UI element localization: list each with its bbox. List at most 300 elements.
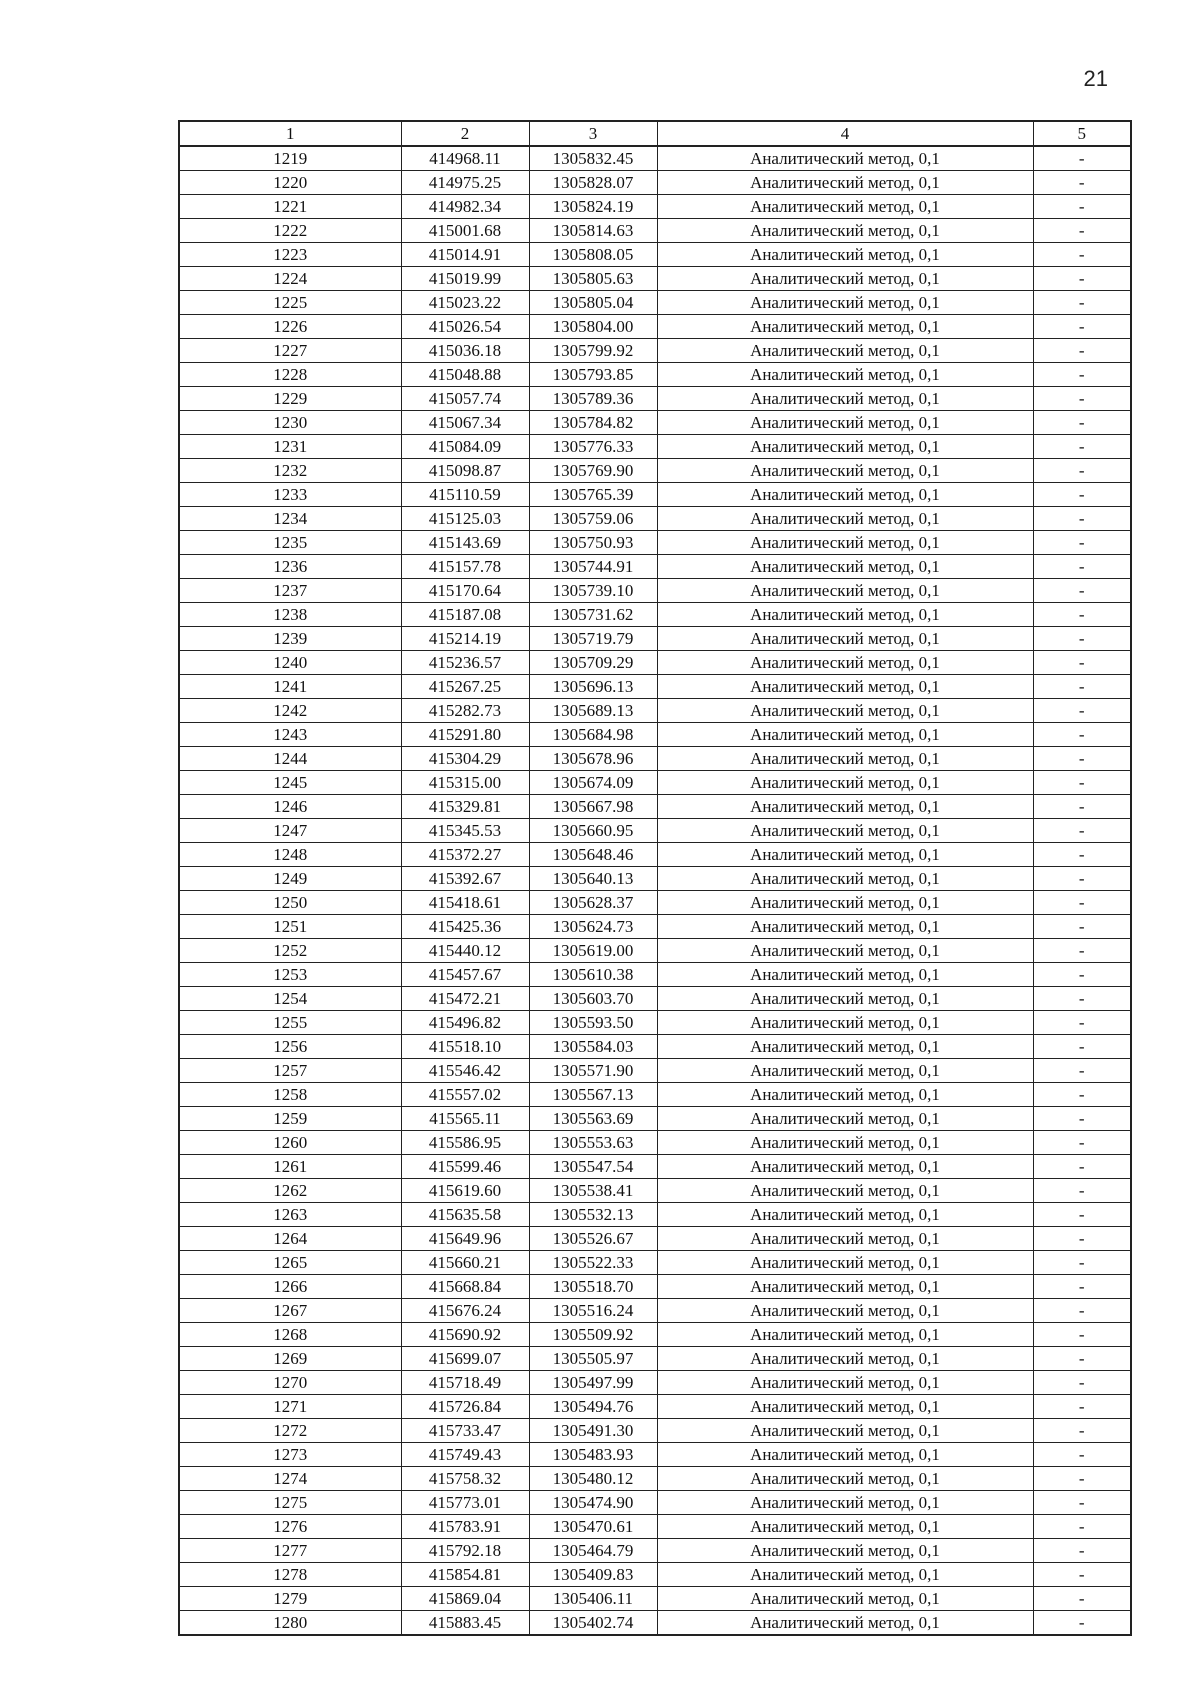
x-coordinate-cell: 414982.34 bbox=[401, 195, 529, 219]
point-number-cell: 1238 bbox=[179, 603, 401, 627]
point-number-cell: 1228 bbox=[179, 363, 401, 387]
point-number-cell: 1229 bbox=[179, 387, 401, 411]
note-cell: - bbox=[1033, 459, 1131, 483]
x-coordinate-cell: 415157.78 bbox=[401, 555, 529, 579]
table-row bbox=[179, 939, 1131, 963]
table-row bbox=[179, 1179, 1131, 1203]
table-row bbox=[179, 291, 1131, 315]
table-row bbox=[179, 1083, 1131, 1107]
method-cell: Аналитический метод, 0,1 bbox=[657, 699, 1033, 723]
point-number-cell: 1223 bbox=[179, 243, 401, 267]
column-header: 4 bbox=[657, 121, 1033, 146]
x-coordinate-cell: 415023.22 bbox=[401, 291, 529, 315]
method-cell: Аналитический метод, 0,1 bbox=[657, 939, 1033, 963]
point-number-cell: 1267 bbox=[179, 1299, 401, 1323]
y-coordinate-cell: 1305628.37 bbox=[529, 891, 657, 915]
note-cell: - bbox=[1033, 146, 1131, 171]
point-number-cell: 1249 bbox=[179, 867, 401, 891]
table-row bbox=[179, 531, 1131, 555]
y-coordinate-cell: 1305538.41 bbox=[529, 1179, 657, 1203]
x-coordinate-cell: 415098.87 bbox=[401, 459, 529, 483]
method-cell: Аналитический метод, 0,1 bbox=[657, 963, 1033, 987]
y-coordinate-cell: 1305505.97 bbox=[529, 1347, 657, 1371]
table-row bbox=[179, 1275, 1131, 1299]
point-number-cell: 1270 bbox=[179, 1371, 401, 1395]
note-cell: - bbox=[1033, 1491, 1131, 1515]
x-coordinate-cell: 415125.03 bbox=[401, 507, 529, 531]
point-number-cell: 1251 bbox=[179, 915, 401, 939]
y-coordinate-cell: 1305619.00 bbox=[529, 939, 657, 963]
y-coordinate-cell: 1305814.63 bbox=[529, 219, 657, 243]
x-coordinate-cell: 415557.02 bbox=[401, 1083, 529, 1107]
table-row bbox=[179, 267, 1131, 291]
note-cell: - bbox=[1033, 771, 1131, 795]
point-number-cell: 1262 bbox=[179, 1179, 401, 1203]
table-row bbox=[179, 1323, 1131, 1347]
x-coordinate-cell: 415440.12 bbox=[401, 939, 529, 963]
method-cell: Аналитический метод, 0,1 bbox=[657, 531, 1033, 555]
table-row bbox=[179, 867, 1131, 891]
note-cell: - bbox=[1033, 1419, 1131, 1443]
method-cell: Аналитический метод, 0,1 bbox=[657, 315, 1033, 339]
point-number-cell: 1237 bbox=[179, 579, 401, 603]
point-number-cell: 1244 bbox=[179, 747, 401, 771]
x-coordinate-cell: 415143.69 bbox=[401, 531, 529, 555]
y-coordinate-cell: 1305684.98 bbox=[529, 723, 657, 747]
table-row bbox=[179, 507, 1131, 531]
y-coordinate-cell: 1305470.61 bbox=[529, 1515, 657, 1539]
column-header: 2 bbox=[401, 121, 529, 146]
column-header: 5 bbox=[1033, 121, 1131, 146]
method-cell: Аналитический метод, 0,1 bbox=[657, 1299, 1033, 1323]
x-coordinate-cell: 415565.11 bbox=[401, 1107, 529, 1131]
y-coordinate-cell: 1305553.63 bbox=[529, 1131, 657, 1155]
point-number-cell: 1248 bbox=[179, 843, 401, 867]
method-cell: Аналитический метод, 0,1 bbox=[657, 1179, 1033, 1203]
y-coordinate-cell: 1305483.93 bbox=[529, 1443, 657, 1467]
x-coordinate-cell: 415599.46 bbox=[401, 1155, 529, 1179]
table-row bbox=[179, 627, 1131, 651]
table-row bbox=[179, 1419, 1131, 1443]
note-cell: - bbox=[1033, 555, 1131, 579]
method-cell: Аналитический метод, 0,1 bbox=[657, 411, 1033, 435]
table-row bbox=[179, 1203, 1131, 1227]
x-coordinate-cell: 415110.59 bbox=[401, 483, 529, 507]
method-cell: Аналитический метод, 0,1 bbox=[657, 435, 1033, 459]
note-cell: - bbox=[1033, 819, 1131, 843]
table-row bbox=[179, 963, 1131, 987]
x-coordinate-cell: 415392.67 bbox=[401, 867, 529, 891]
y-coordinate-cell: 1305593.50 bbox=[529, 1011, 657, 1035]
table-row bbox=[179, 219, 1131, 243]
point-number-cell: 1239 bbox=[179, 627, 401, 651]
method-cell: Аналитический метод, 0,1 bbox=[657, 219, 1033, 243]
y-coordinate-cell: 1305491.30 bbox=[529, 1419, 657, 1443]
x-coordinate-cell: 414975.25 bbox=[401, 171, 529, 195]
x-coordinate-cell: 415726.84 bbox=[401, 1395, 529, 1419]
table-row bbox=[179, 315, 1131, 339]
y-coordinate-cell: 1305494.76 bbox=[529, 1395, 657, 1419]
point-number-cell: 1246 bbox=[179, 795, 401, 819]
x-coordinate-cell: 415425.36 bbox=[401, 915, 529, 939]
table-row bbox=[179, 1299, 1131, 1323]
method-cell: Аналитический метод, 0,1 bbox=[657, 1227, 1033, 1251]
point-number-cell: 1255 bbox=[179, 1011, 401, 1035]
x-coordinate-cell: 415699.07 bbox=[401, 1347, 529, 1371]
y-coordinate-cell: 1305805.04 bbox=[529, 291, 657, 315]
y-coordinate-cell: 1305731.62 bbox=[529, 603, 657, 627]
table-row bbox=[179, 1371, 1131, 1395]
point-number-cell: 1221 bbox=[179, 195, 401, 219]
point-number-cell: 1278 bbox=[179, 1563, 401, 1587]
x-coordinate-cell: 415758.32 bbox=[401, 1467, 529, 1491]
x-coordinate-cell: 415036.18 bbox=[401, 339, 529, 363]
y-coordinate-cell: 1305603.70 bbox=[529, 987, 657, 1011]
point-number-cell: 1274 bbox=[179, 1467, 401, 1491]
note-cell: - bbox=[1033, 939, 1131, 963]
method-cell: Аналитический метод, 0,1 bbox=[657, 675, 1033, 699]
y-coordinate-cell: 1305689.13 bbox=[529, 699, 657, 723]
x-coordinate-cell: 414968.11 bbox=[401, 146, 529, 171]
table-row bbox=[179, 1251, 1131, 1275]
method-cell: Аналитический метод, 0,1 bbox=[657, 723, 1033, 747]
table-row bbox=[179, 723, 1131, 747]
table-row bbox=[179, 363, 1131, 387]
y-coordinate-cell: 1305474.90 bbox=[529, 1491, 657, 1515]
x-coordinate-cell: 415418.61 bbox=[401, 891, 529, 915]
table-row bbox=[179, 675, 1131, 699]
table-row bbox=[179, 843, 1131, 867]
note-cell: - bbox=[1033, 1035, 1131, 1059]
note-cell: - bbox=[1033, 411, 1131, 435]
note-cell: - bbox=[1033, 1347, 1131, 1371]
note-cell: - bbox=[1033, 531, 1131, 555]
table-row bbox=[179, 483, 1131, 507]
x-coordinate-cell: 415372.27 bbox=[401, 843, 529, 867]
note-cell: - bbox=[1033, 579, 1131, 603]
x-coordinate-cell: 415649.96 bbox=[401, 1227, 529, 1251]
y-coordinate-cell: 1305624.73 bbox=[529, 915, 657, 939]
y-coordinate-cell: 1305584.03 bbox=[529, 1035, 657, 1059]
y-coordinate-cell: 1305567.13 bbox=[529, 1083, 657, 1107]
point-number-cell: 1220 bbox=[179, 171, 401, 195]
note-cell: - bbox=[1033, 1155, 1131, 1179]
note-cell: - bbox=[1033, 171, 1131, 195]
point-number-cell: 1276 bbox=[179, 1515, 401, 1539]
x-coordinate-cell: 415026.54 bbox=[401, 315, 529, 339]
x-coordinate-cell: 415019.99 bbox=[401, 267, 529, 291]
method-cell: Аналитический метод, 0,1 bbox=[657, 459, 1033, 483]
note-cell: - bbox=[1033, 1275, 1131, 1299]
table-row bbox=[179, 651, 1131, 675]
y-coordinate-cell: 1305719.79 bbox=[529, 627, 657, 651]
table-row bbox=[179, 1107, 1131, 1131]
point-number-cell: 1226 bbox=[179, 315, 401, 339]
note-cell: - bbox=[1033, 675, 1131, 699]
note-cell: - bbox=[1033, 1227, 1131, 1251]
y-coordinate-cell: 1305832.45 bbox=[529, 146, 657, 171]
method-cell: Аналитический метод, 0,1 bbox=[657, 146, 1033, 171]
point-number-cell: 1256 bbox=[179, 1035, 401, 1059]
x-coordinate-cell: 415586.95 bbox=[401, 1131, 529, 1155]
x-coordinate-cell: 415783.91 bbox=[401, 1515, 529, 1539]
x-coordinate-cell: 415546.42 bbox=[401, 1059, 529, 1083]
x-coordinate-cell: 415496.82 bbox=[401, 1011, 529, 1035]
method-cell: Аналитический метод, 0,1 bbox=[657, 819, 1033, 843]
method-cell: Аналитический метод, 0,1 bbox=[657, 507, 1033, 531]
point-number-cell: 1252 bbox=[179, 939, 401, 963]
point-number-cell: 1254 bbox=[179, 987, 401, 1011]
note-cell: - bbox=[1033, 795, 1131, 819]
x-coordinate-cell: 415345.53 bbox=[401, 819, 529, 843]
note-cell: - bbox=[1033, 723, 1131, 747]
note-cell: - bbox=[1033, 219, 1131, 243]
x-coordinate-cell: 415267.25 bbox=[401, 675, 529, 699]
x-coordinate-cell: 415048.88 bbox=[401, 363, 529, 387]
method-cell: Аналитический метод, 0,1 bbox=[657, 915, 1033, 939]
method-cell: Аналитический метод, 0,1 bbox=[657, 1083, 1033, 1107]
method-cell: Аналитический метод, 0,1 bbox=[657, 747, 1033, 771]
table-header-row bbox=[179, 121, 1131, 146]
point-number-cell: 1242 bbox=[179, 699, 401, 723]
x-coordinate-cell: 415472.21 bbox=[401, 987, 529, 1011]
note-cell: - bbox=[1033, 195, 1131, 219]
table-row bbox=[179, 243, 1131, 267]
point-number-cell: 1225 bbox=[179, 291, 401, 315]
y-coordinate-cell: 1305784.82 bbox=[529, 411, 657, 435]
x-coordinate-cell: 415457.67 bbox=[401, 963, 529, 987]
note-cell: - bbox=[1033, 1563, 1131, 1587]
table-row bbox=[179, 1515, 1131, 1539]
method-cell: Аналитический метод, 0,1 bbox=[657, 1371, 1033, 1395]
method-cell: Аналитический метод, 0,1 bbox=[657, 363, 1033, 387]
method-cell: Аналитический метод, 0,1 bbox=[657, 171, 1033, 195]
note-cell: - bbox=[1033, 363, 1131, 387]
x-coordinate-cell: 415067.34 bbox=[401, 411, 529, 435]
y-coordinate-cell: 1305667.98 bbox=[529, 795, 657, 819]
point-number-cell: 1266 bbox=[179, 1275, 401, 1299]
y-coordinate-cell: 1305563.69 bbox=[529, 1107, 657, 1131]
table-row bbox=[179, 1347, 1131, 1371]
x-coordinate-cell: 415869.04 bbox=[401, 1587, 529, 1611]
method-cell: Аналитический метод, 0,1 bbox=[657, 891, 1033, 915]
y-coordinate-cell: 1305660.95 bbox=[529, 819, 657, 843]
page-number: 21 bbox=[1083, 66, 1108, 91]
table-row bbox=[179, 699, 1131, 723]
method-cell: Аналитический метод, 0,1 bbox=[657, 1587, 1033, 1611]
table-row bbox=[179, 1131, 1131, 1155]
x-coordinate-cell: 415660.21 bbox=[401, 1251, 529, 1275]
x-coordinate-cell: 415236.57 bbox=[401, 651, 529, 675]
note-cell: - bbox=[1033, 1467, 1131, 1491]
note-cell: - bbox=[1033, 1299, 1131, 1323]
table-row bbox=[179, 579, 1131, 603]
y-coordinate-cell: 1305409.83 bbox=[529, 1563, 657, 1587]
note-cell: - bbox=[1033, 747, 1131, 771]
y-coordinate-cell: 1305406.11 bbox=[529, 1587, 657, 1611]
y-coordinate-cell: 1305744.91 bbox=[529, 555, 657, 579]
x-coordinate-cell: 415518.10 bbox=[401, 1035, 529, 1059]
x-coordinate-cell: 415619.60 bbox=[401, 1179, 529, 1203]
table-row bbox=[179, 459, 1131, 483]
y-coordinate-cell: 1305480.12 bbox=[529, 1467, 657, 1491]
x-coordinate-cell: 415014.91 bbox=[401, 243, 529, 267]
method-cell: Аналитический метод, 0,1 bbox=[657, 267, 1033, 291]
note-cell: - bbox=[1033, 1059, 1131, 1083]
y-coordinate-cell: 1305640.13 bbox=[529, 867, 657, 891]
method-cell: Аналитический метод, 0,1 bbox=[657, 603, 1033, 627]
table-row bbox=[179, 891, 1131, 915]
x-coordinate-cell: 415214.19 bbox=[401, 627, 529, 651]
table-row bbox=[179, 603, 1131, 627]
method-cell: Аналитический метод, 0,1 bbox=[657, 1395, 1033, 1419]
note-cell: - bbox=[1033, 1395, 1131, 1419]
method-cell: Аналитический метод, 0,1 bbox=[657, 1035, 1033, 1059]
method-cell: Аналитический метод, 0,1 bbox=[657, 1467, 1033, 1491]
x-coordinate-cell: 415690.92 bbox=[401, 1323, 529, 1347]
point-number-cell: 1260 bbox=[179, 1131, 401, 1155]
point-number-cell: 1233 bbox=[179, 483, 401, 507]
point-number-cell: 1259 bbox=[179, 1107, 401, 1131]
note-cell: - bbox=[1033, 843, 1131, 867]
table-row bbox=[179, 747, 1131, 771]
method-cell: Аналитический метод, 0,1 bbox=[657, 1323, 1033, 1347]
table-row bbox=[179, 555, 1131, 579]
point-number-cell: 1253 bbox=[179, 963, 401, 987]
method-cell: Аналитический метод, 0,1 bbox=[657, 1107, 1033, 1131]
table-row bbox=[179, 1395, 1131, 1419]
method-cell: Аналитический метод, 0,1 bbox=[657, 1515, 1033, 1539]
point-number-cell: 1219 bbox=[179, 146, 401, 171]
method-cell: Аналитический метод, 0,1 bbox=[657, 1203, 1033, 1227]
note-cell: - bbox=[1033, 483, 1131, 507]
method-cell: Аналитический метод, 0,1 bbox=[657, 579, 1033, 603]
x-coordinate-cell: 415291.80 bbox=[401, 723, 529, 747]
x-coordinate-cell: 415635.58 bbox=[401, 1203, 529, 1227]
method-cell: Аналитический метод, 0,1 bbox=[657, 339, 1033, 363]
table-row bbox=[179, 1491, 1131, 1515]
table-row bbox=[179, 195, 1131, 219]
method-cell: Аналитический метод, 0,1 bbox=[657, 1611, 1033, 1636]
y-coordinate-cell: 1305696.13 bbox=[529, 675, 657, 699]
note-cell: - bbox=[1033, 291, 1131, 315]
method-cell: Аналитический метод, 0,1 bbox=[657, 1059, 1033, 1083]
x-coordinate-cell: 415883.45 bbox=[401, 1611, 529, 1636]
y-coordinate-cell: 1305750.93 bbox=[529, 531, 657, 555]
point-number-cell: 1257 bbox=[179, 1059, 401, 1083]
note-cell: - bbox=[1033, 1083, 1131, 1107]
note-cell: - bbox=[1033, 435, 1131, 459]
y-coordinate-cell: 1305824.19 bbox=[529, 195, 657, 219]
point-number-cell: 1271 bbox=[179, 1395, 401, 1419]
table-row bbox=[179, 1059, 1131, 1083]
method-cell: Аналитический метод, 0,1 bbox=[657, 987, 1033, 1011]
point-number-cell: 1231 bbox=[179, 435, 401, 459]
coordinates-table bbox=[178, 120, 1132, 1636]
table-row bbox=[179, 1467, 1131, 1491]
method-cell: Аналитический метод, 0,1 bbox=[657, 1419, 1033, 1443]
table-body bbox=[179, 146, 1131, 1635]
y-coordinate-cell: 1305765.39 bbox=[529, 483, 657, 507]
method-cell: Аналитический метод, 0,1 bbox=[657, 291, 1033, 315]
point-number-cell: 1272 bbox=[179, 1419, 401, 1443]
table-row bbox=[179, 915, 1131, 939]
point-number-cell: 1263 bbox=[179, 1203, 401, 1227]
x-coordinate-cell: 415749.43 bbox=[401, 1443, 529, 1467]
note-cell: - bbox=[1033, 507, 1131, 531]
y-coordinate-cell: 1305678.96 bbox=[529, 747, 657, 771]
y-coordinate-cell: 1305808.05 bbox=[529, 243, 657, 267]
x-coordinate-cell: 415773.01 bbox=[401, 1491, 529, 1515]
table-row bbox=[179, 387, 1131, 411]
method-cell: Аналитический метод, 0,1 bbox=[657, 651, 1033, 675]
point-number-cell: 1234 bbox=[179, 507, 401, 531]
table-row bbox=[179, 411, 1131, 435]
x-coordinate-cell: 415668.84 bbox=[401, 1275, 529, 1299]
y-coordinate-cell: 1305799.92 bbox=[529, 339, 657, 363]
table-row bbox=[179, 987, 1131, 1011]
point-number-cell: 1224 bbox=[179, 267, 401, 291]
y-coordinate-cell: 1305674.09 bbox=[529, 771, 657, 795]
point-number-cell: 1240 bbox=[179, 651, 401, 675]
x-coordinate-cell: 415792.18 bbox=[401, 1539, 529, 1563]
table-row bbox=[179, 1443, 1131, 1467]
note-cell: - bbox=[1033, 387, 1131, 411]
y-coordinate-cell: 1305739.10 bbox=[529, 579, 657, 603]
point-number-cell: 1264 bbox=[179, 1227, 401, 1251]
note-cell: - bbox=[1033, 867, 1131, 891]
point-number-cell: 1268 bbox=[179, 1323, 401, 1347]
method-cell: Аналитический метод, 0,1 bbox=[657, 1251, 1033, 1275]
note-cell: - bbox=[1033, 963, 1131, 987]
note-cell: - bbox=[1033, 1611, 1131, 1636]
y-coordinate-cell: 1305522.33 bbox=[529, 1251, 657, 1275]
note-cell: - bbox=[1033, 1203, 1131, 1227]
point-number-cell: 1235 bbox=[179, 531, 401, 555]
note-cell: - bbox=[1033, 1443, 1131, 1467]
method-cell: Аналитический метод, 0,1 bbox=[657, 627, 1033, 651]
note-cell: - bbox=[1033, 1539, 1131, 1563]
method-cell: Аналитический метод, 0,1 bbox=[657, 1011, 1033, 1035]
method-cell: Аналитический метод, 0,1 bbox=[657, 1275, 1033, 1299]
x-coordinate-cell: 415282.73 bbox=[401, 699, 529, 723]
table-row bbox=[179, 1563, 1131, 1587]
method-cell: Аналитический метод, 0,1 bbox=[657, 555, 1033, 579]
point-number-cell: 1227 bbox=[179, 339, 401, 363]
note-cell: - bbox=[1033, 603, 1131, 627]
y-coordinate-cell: 1305532.13 bbox=[529, 1203, 657, 1227]
table-row bbox=[179, 171, 1131, 195]
table-row bbox=[179, 771, 1131, 795]
x-coordinate-cell: 415676.24 bbox=[401, 1299, 529, 1323]
y-coordinate-cell: 1305610.38 bbox=[529, 963, 657, 987]
method-cell: Аналитический метод, 0,1 bbox=[657, 867, 1033, 891]
point-number-cell: 1265 bbox=[179, 1251, 401, 1275]
method-cell: Аналитический метод, 0,1 bbox=[657, 483, 1033, 507]
y-coordinate-cell: 1305793.85 bbox=[529, 363, 657, 387]
note-cell: - bbox=[1033, 1323, 1131, 1347]
method-cell: Аналитический метод, 0,1 bbox=[657, 1155, 1033, 1179]
y-coordinate-cell: 1305518.70 bbox=[529, 1275, 657, 1299]
y-coordinate-cell: 1305709.29 bbox=[529, 651, 657, 675]
note-cell: - bbox=[1033, 651, 1131, 675]
x-coordinate-cell: 415170.64 bbox=[401, 579, 529, 603]
table-row bbox=[179, 1035, 1131, 1059]
y-coordinate-cell: 1305464.79 bbox=[529, 1539, 657, 1563]
point-number-cell: 1277 bbox=[179, 1539, 401, 1563]
point-number-cell: 1232 bbox=[179, 459, 401, 483]
x-coordinate-cell: 415304.29 bbox=[401, 747, 529, 771]
